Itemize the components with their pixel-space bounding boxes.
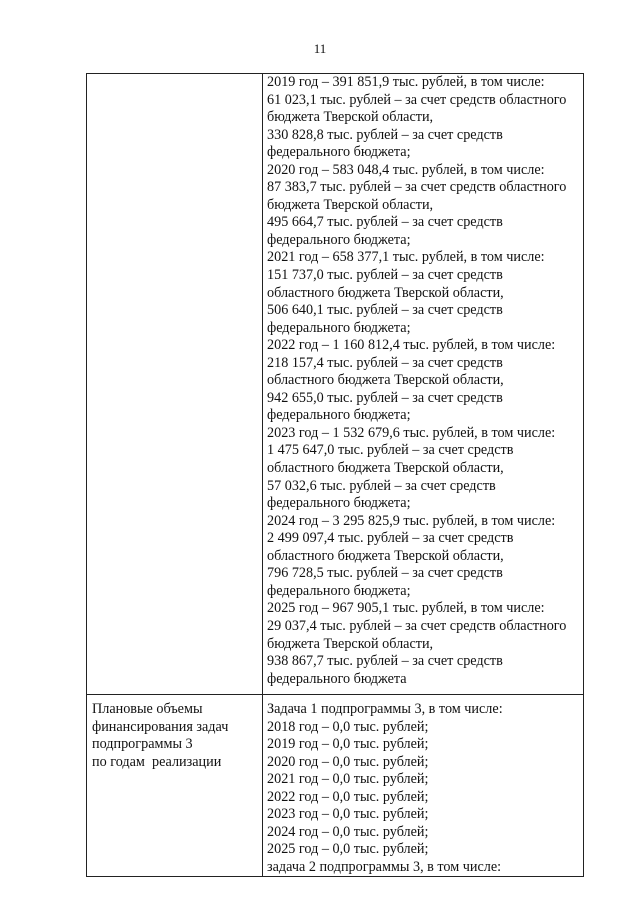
text-line: 2021 год – 658 377,1 тыс. рублей, в том числе: <box>267 249 545 266</box>
text-line: федерального бюджета; <box>267 495 411 512</box>
table-row <box>87 74 584 695</box>
text-line: областного бюджета Тверской области, <box>267 372 504 389</box>
label-line: подпрограммы 3 <box>92 736 193 753</box>
text-line: 2021 год – 0,0 тыс. рублей; <box>267 771 429 788</box>
text-line: 2020 год – 583 048,4 тыс. рублей, в том числе: <box>267 161 545 178</box>
text-line: бюджета Тверской области, <box>267 109 434 126</box>
row-value-cell <box>263 74 584 695</box>
text-line: областного бюджета Тверской области, <box>267 284 504 301</box>
label-line: Плановые объемы <box>92 701 203 717</box>
text-line: 506 640,1 тыс. рублей – за счет средств <box>267 302 503 319</box>
text-line: 942 655,0 тыс. рублей – за счет средств <box>267 389 503 406</box>
text-line: федерального бюджета; <box>267 144 411 161</box>
task-financing-text <box>267 695 580 876</box>
text-line: областного бюджета Тверской области, <box>267 547 504 564</box>
text-line: 2023 год – 1 532 679,6 тыс. рублей, в том числе: <box>267 424 556 441</box>
text-line: федерального бюджета; <box>267 319 411 336</box>
row-value-cell <box>263 695 584 877</box>
text-line: задача 2 подпрограммы 3, в том числе: <box>267 858 502 875</box>
text-line: 2023 год – 0,0 тыс. рублей; <box>267 806 429 823</box>
text-line: областного бюджета Тверской области, <box>267 460 504 477</box>
label-line: по годам реализации <box>92 753 222 770</box>
text-line: 2025 год – 0,0 тыс. рублей; <box>267 841 429 858</box>
text-line: 330 828,8 тыс. рублей – за счет средств <box>267 126 503 143</box>
text-line: 2024 год – 0,0 тыс. рублей; <box>267 823 429 840</box>
text-line: федерального бюджета <box>267 670 407 687</box>
text-line: 495 664,7 тыс. рублей – за счет средств <box>267 214 503 231</box>
text-line: федерального бюджета; <box>267 582 411 599</box>
text-line: Задача 1 подпрограммы 3, в том числе: <box>267 701 503 717</box>
financing-by-year-text <box>267 74 580 688</box>
text-line: 796 728,5 тыс. рублей – за счет средств <box>267 565 503 582</box>
text-line: 1 475 647,0 тыс. рублей – за счет средств <box>267 442 514 459</box>
text-line: 2025 год – 967 905,1 тыс. рублей, в том числе: <box>267 600 545 617</box>
text-line: 2022 год – 0,0 тыс. рублей; <box>267 788 429 805</box>
text-line: 218 157,4 тыс. рублей – за счет средств <box>267 354 503 371</box>
text-line: 2019 год – 391 851,9 тыс. рублей, в том числе: <box>267 74 545 90</box>
row-label-cell <box>87 695 263 877</box>
text-line: федерального бюджета; <box>267 407 411 424</box>
row-label-cell <box>87 74 263 695</box>
text-line: 57 032,6 тыс. рублей – за счет средств <box>267 477 496 494</box>
text-line: 2024 год – 3 295 825,9 тыс. рублей, в том числе: <box>267 512 556 529</box>
table-row <box>87 695 584 877</box>
text-line: 61 023,1 тыс. рублей – за счет средств областного <box>267 91 567 108</box>
text-line: бюджета Тверской области, <box>267 635 434 652</box>
text-line: 2019 год – 0,0 тыс. рублей; <box>267 736 429 753</box>
page-number: 11 <box>313 41 327 56</box>
text-line: 2020 год – 0,0 тыс. рублей; <box>267 753 429 770</box>
text-line: 29 037,4 тыс. рублей – за счет средств областного <box>267 617 567 634</box>
row-label <box>92 701 258 771</box>
text-line: 2 499 097,4 тыс. рублей – за счет средств <box>267 530 514 547</box>
text-line: 151 737,0 тыс. рублей – за счет средств <box>267 267 503 284</box>
label-line: финансирования задач <box>92 718 229 735</box>
financing-table <box>86 73 584 877</box>
text-line: федерального бюджета; <box>267 231 411 248</box>
text-line: 2022 год – 1 160 812,4 тыс. рублей, в том числе: <box>267 337 556 354</box>
text-line: бюджета Тверской области, <box>267 196 434 213</box>
text-line: 87 383,7 тыс. рублей – за счет средств областного <box>267 179 567 196</box>
text-line: 2018 год – 0,0 тыс. рублей; <box>267 718 429 735</box>
text-line: 938 867,7 тыс. рублей – за счет средств <box>267 653 503 670</box>
